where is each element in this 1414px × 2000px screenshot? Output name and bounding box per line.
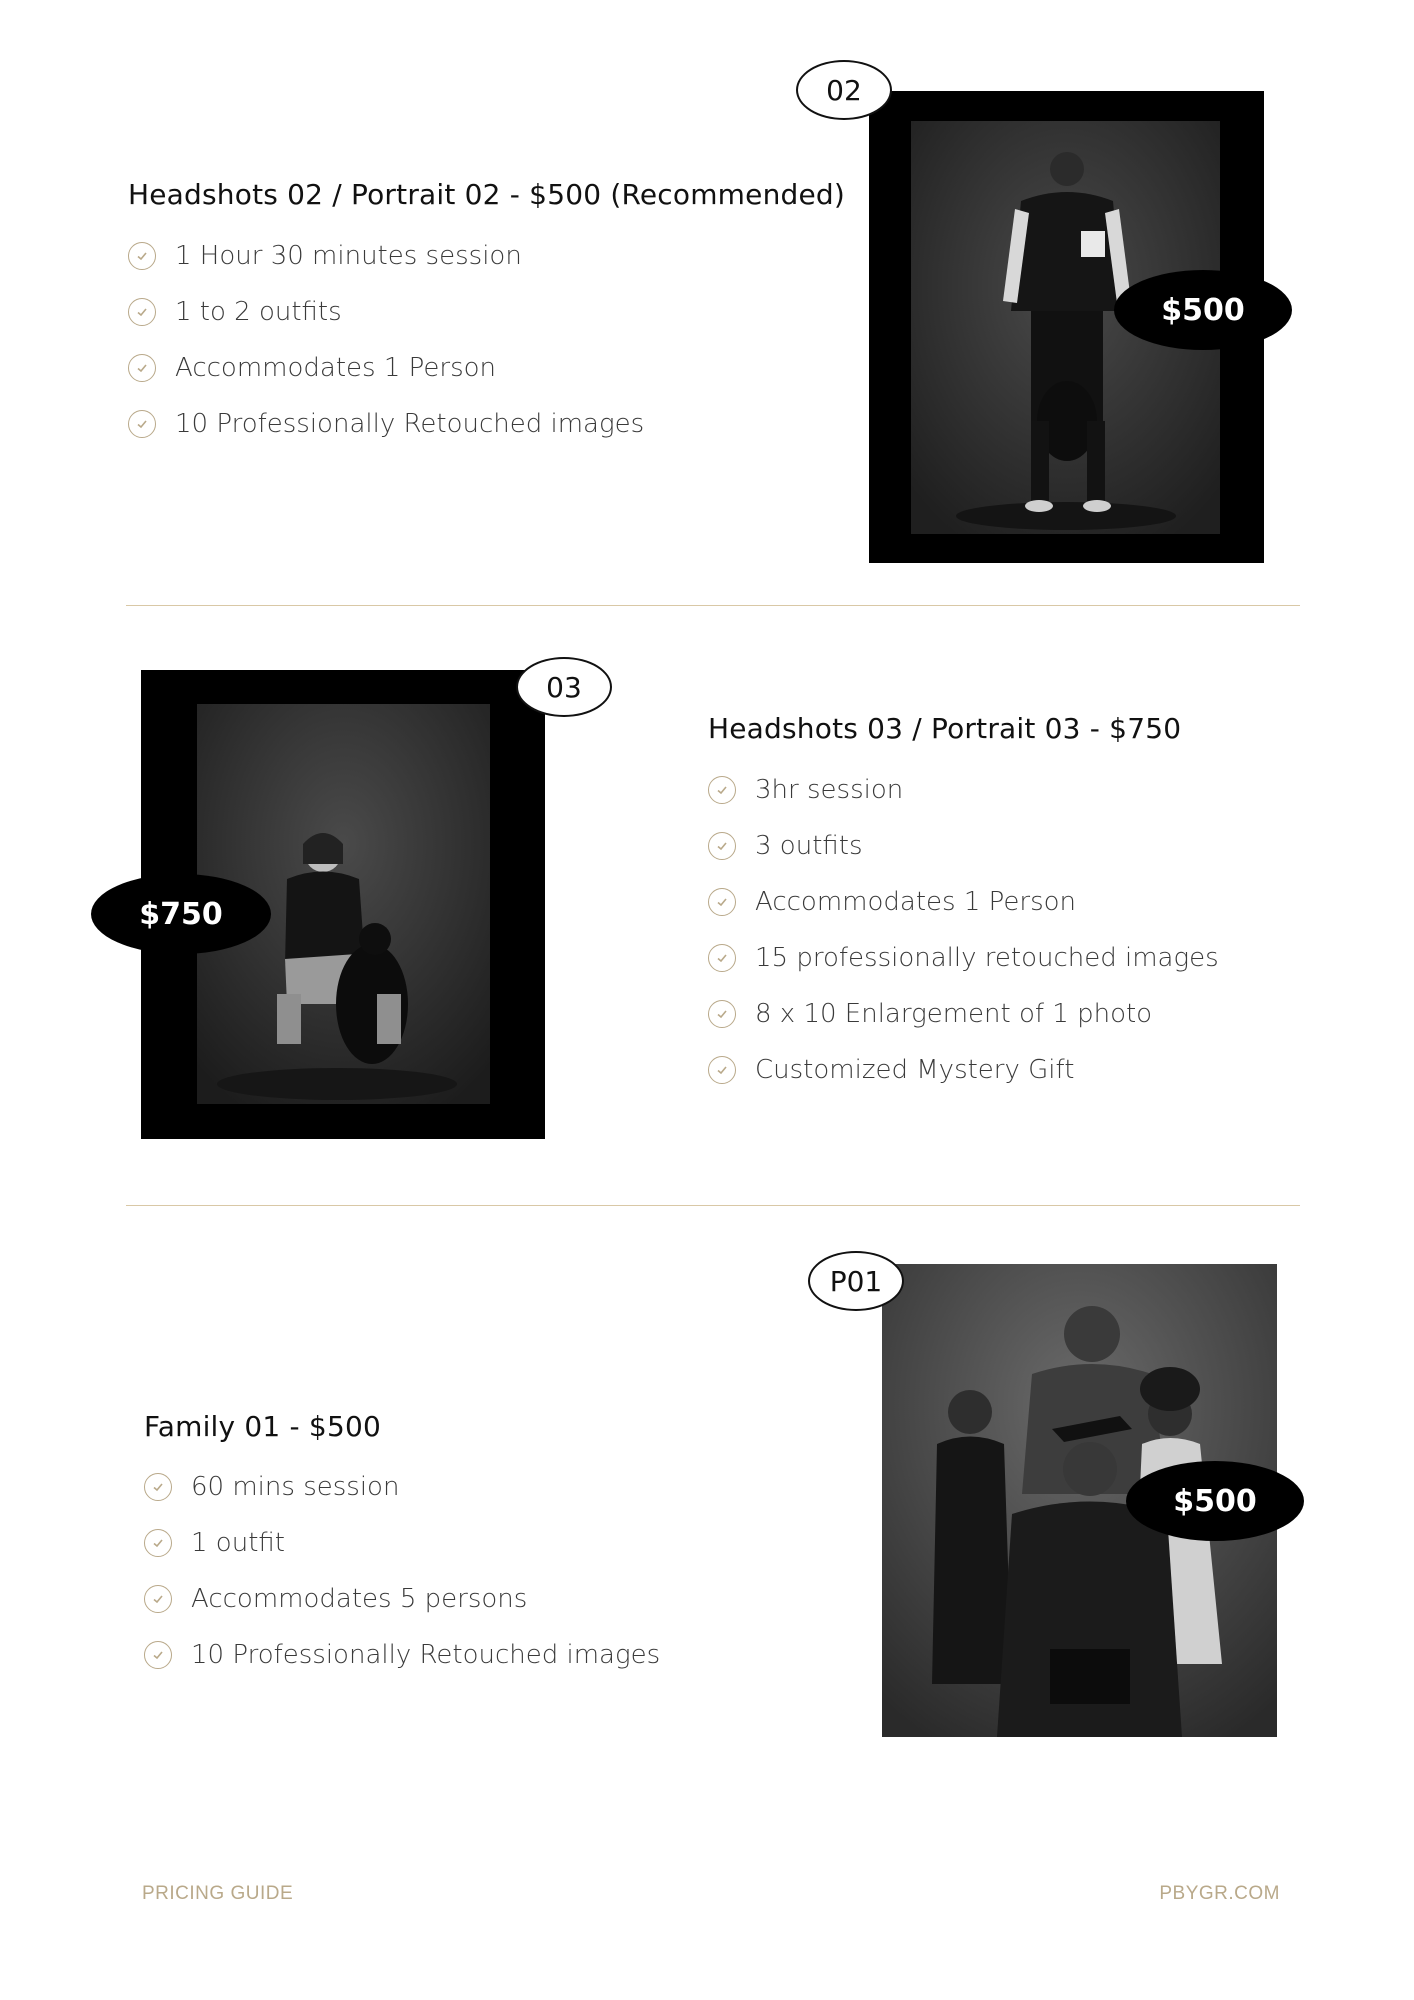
check-circle-icon	[144, 1585, 172, 1613]
feature-text: Accommodates 1 Person	[175, 353, 497, 383]
feature-text: 15 professionally retouched images	[755, 943, 1219, 973]
package-title: Headshots 02 / Portrait 02 - $500 (Recommended)	[128, 178, 846, 211]
feature-text: 1 Hour 30 minutes session	[175, 241, 522, 271]
footer-left-label: PRICING GUIDE	[142, 1883, 294, 1904]
feature-text: 3hr session	[755, 775, 904, 805]
feature-text: 10 Professionally Retouched images	[175, 409, 645, 439]
feature-item	[128, 240, 644, 296]
section-divider	[126, 605, 1300, 606]
feature-item	[128, 296, 644, 352]
check-circle-icon	[708, 944, 736, 972]
check-circle-icon	[144, 1473, 172, 1501]
feature-item	[144, 1583, 660, 1639]
feature-item	[708, 942, 1219, 998]
feature-text: Accommodates 5 persons	[191, 1584, 528, 1614]
check-circle-icon	[128, 354, 156, 382]
feature-text: 1 to 2 outfits	[175, 297, 342, 327]
feature-list	[144, 1471, 660, 1695]
feature-list	[708, 774, 1219, 1110]
feature-item	[708, 998, 1219, 1054]
check-circle-icon	[708, 832, 736, 860]
price-badge: $750	[91, 874, 271, 954]
feature-text: Accommodates 1 Person	[755, 887, 1077, 917]
package-title: Family 01 - $500	[144, 1410, 381, 1443]
feature-text: 10 Professionally Retouched images	[191, 1640, 661, 1670]
package-number-tag: 03	[516, 657, 612, 717]
check-circle-icon	[128, 298, 156, 326]
feature-item	[144, 1527, 660, 1583]
feature-item	[144, 1639, 660, 1695]
check-circle-icon	[708, 1000, 736, 1028]
feature-item	[708, 1054, 1219, 1110]
check-circle-icon	[144, 1529, 172, 1557]
check-circle-icon	[128, 242, 156, 270]
footer-website-label: PBYGR.COM	[1159, 1883, 1280, 1904]
feature-item	[708, 886, 1219, 942]
feature-item	[708, 774, 1219, 830]
check-circle-icon	[128, 410, 156, 438]
section-divider	[126, 1205, 1300, 1206]
package-title: Headshots 03 / Portrait 03 - $750	[708, 712, 1182, 745]
check-circle-icon	[708, 1056, 736, 1084]
price-badge: $500	[1114, 270, 1292, 350]
check-circle-icon	[708, 888, 736, 916]
feature-item	[708, 830, 1219, 886]
feature-text: 8 x 10 Enlargement of 1 photo	[755, 999, 1153, 1029]
package-number-tag: 02	[796, 60, 892, 120]
feature-list	[128, 240, 644, 464]
feature-text: 60 mins session	[191, 1472, 400, 1502]
check-circle-icon	[144, 1641, 172, 1669]
feature-text: Customized Mystery Gift	[755, 1055, 1075, 1085]
package-number-tag: P01	[808, 1251, 904, 1311]
check-circle-icon	[708, 776, 736, 804]
feature-text: 1 outfit	[191, 1528, 285, 1558]
feature-text: 3 outfits	[755, 831, 863, 861]
feature-item	[144, 1471, 660, 1527]
feature-item	[128, 408, 644, 464]
price-badge: $500	[1126, 1461, 1304, 1541]
feature-item	[128, 352, 644, 408]
